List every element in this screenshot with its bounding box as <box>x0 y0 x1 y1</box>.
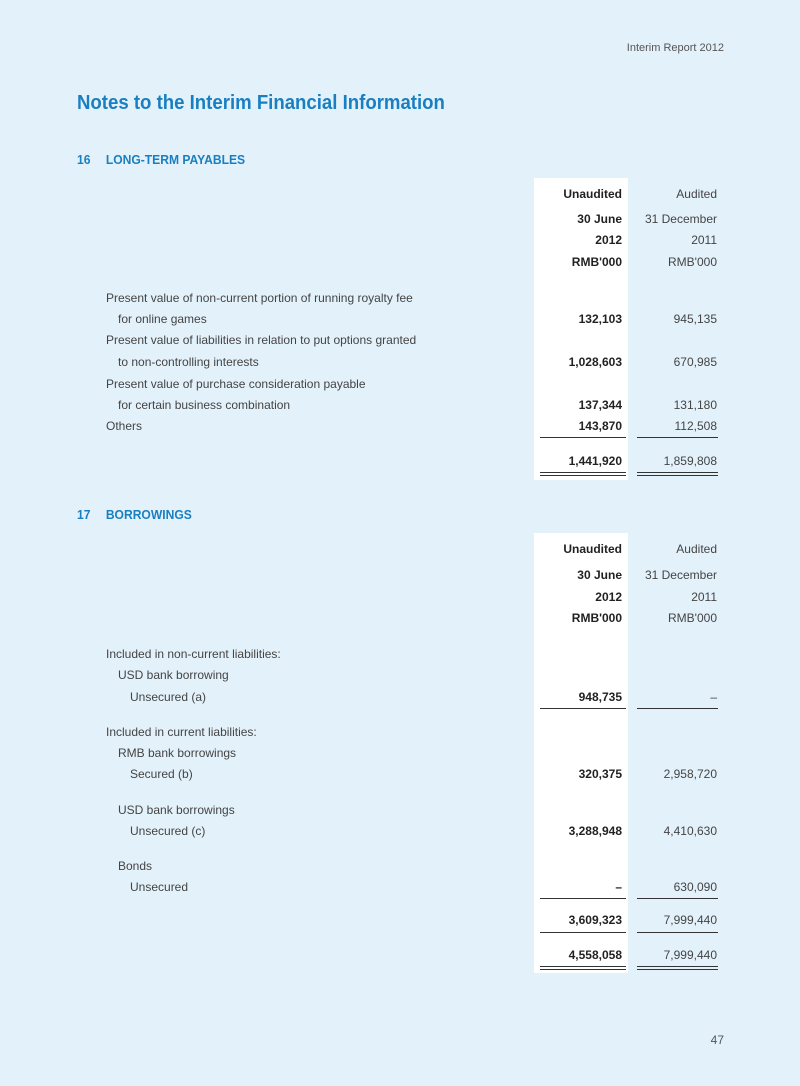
total-value-2012: 4,558,058 <box>568 948 622 962</box>
col1-header-unit: RMB'000 <box>571 255 622 269</box>
row-value-2012: 132,103 <box>578 312 622 326</box>
row-value-2011: 670,985 <box>673 355 717 369</box>
row-label: Present value of liabilities in relation to put options granted <box>106 333 417 347</box>
page-title: Notes to the Interim Financial Information <box>77 92 445 114</box>
subtotal-rule <box>540 898 626 899</box>
table-row <box>0 665 800 685</box>
table-row <box>0 395 800 415</box>
total-double-rule <box>540 472 626 476</box>
col1-header-year: 2012 <box>595 233 622 247</box>
section-17-heading <box>77 507 192 522</box>
row-label: Unsecured (a) <box>130 690 207 704</box>
col2-header-year: 2011 <box>691 590 717 604</box>
row-value-2011: 131,180 <box>673 398 717 412</box>
row-label: RMB bank borrowings <box>118 746 237 760</box>
subtotal-rule <box>540 437 626 438</box>
page-header: Interim Report 2012 <box>626 42 724 54</box>
col2-header-unit: RMB'000 <box>668 611 717 625</box>
column-header-row <box>0 608 800 628</box>
total-double-rule <box>637 966 718 970</box>
subtotal-rule <box>540 932 626 933</box>
subtotal-value-2011: 7,999,440 <box>663 913 717 927</box>
row-value-2012: 3,288,948 <box>568 824 622 838</box>
col1-header-year: 2012 <box>595 590 622 604</box>
section-17-title: BORROWINGS <box>105 507 192 522</box>
table-row <box>0 352 800 372</box>
column-header-row <box>0 587 800 607</box>
row-label: Unsecured <box>130 880 189 894</box>
col1-header-date: 30 June <box>577 568 622 582</box>
row-value-2011: 2,958,720 <box>663 767 717 781</box>
row-label: for certain business combination <box>118 398 291 412</box>
column-header-row <box>0 565 800 585</box>
table-row <box>0 743 800 763</box>
col2-header-status: Audited <box>676 542 717 556</box>
subtotal-value-2012: 3,609,323 <box>568 913 622 927</box>
col1-header-unit: RMB'000 <box>571 611 622 625</box>
row-label: Included in current liabilities: <box>106 725 257 739</box>
col2-header-unit: RMB'000 <box>668 255 717 269</box>
row-value-2011: – <box>710 690 717 704</box>
col2-header-date: 31 December <box>644 212 717 226</box>
total-double-rule <box>540 966 626 970</box>
total-value-2011: 1,859,808 <box>663 454 717 468</box>
total-value-2012: 1,441,920 <box>568 454 622 468</box>
section-17-number: 17 <box>77 507 91 522</box>
column-header-row <box>0 209 800 229</box>
col1-header-status: Unaudited <box>563 542 622 556</box>
table-row <box>0 764 800 784</box>
total-row <box>0 945 800 965</box>
row-label: Present value of purchase consideration payable <box>106 377 366 391</box>
section-16-number: 16 <box>77 152 91 167</box>
table-row <box>0 687 800 707</box>
table-row <box>0 877 800 897</box>
table-row <box>0 856 800 876</box>
row-label: Others <box>106 419 143 433</box>
table-row <box>0 644 800 664</box>
row-label: Unsecured (c) <box>130 824 206 838</box>
table-row <box>0 309 800 329</box>
row-label: for online games <box>118 312 207 326</box>
table-row <box>0 374 800 394</box>
table-row <box>0 800 800 820</box>
row-value-2012: – <box>615 880 622 894</box>
row-label: Secured (b) <box>130 767 193 781</box>
row-label: USD bank borrowings <box>118 803 235 817</box>
subtotal-rule <box>637 898 718 899</box>
section-16-heading <box>77 152 245 167</box>
table-row <box>0 722 800 742</box>
col2-header-year: 2011 <box>691 233 717 247</box>
col1-header-status: Unaudited <box>563 187 622 201</box>
row-label: to non-controlling interests <box>118 355 259 369</box>
section-16-title: LONG-TERM PAYABLES <box>105 152 246 167</box>
row-value-2011: 945,135 <box>673 312 717 326</box>
col1-header-date: 30 June <box>577 212 622 226</box>
row-label: Present value of non-current portion of running royalty fee <box>106 291 413 305</box>
column-header-row <box>0 539 800 559</box>
total-row <box>0 451 800 471</box>
row-value-2011: 630,090 <box>673 880 717 894</box>
subtotal-rule <box>637 708 718 709</box>
total-value-2011: 7,999,440 <box>663 948 717 962</box>
col2-header-date: 31 December <box>644 568 717 582</box>
row-value-2012: 1,028,603 <box>568 355 622 369</box>
table-row <box>0 330 800 350</box>
table-row <box>0 288 800 308</box>
row-value-2012: 137,344 <box>578 398 622 412</box>
row-label: USD bank borrowing <box>118 668 229 682</box>
table-row <box>0 416 800 436</box>
subtotal-rule <box>540 708 626 709</box>
subtotal-rule <box>637 437 718 438</box>
subtotal-rule <box>637 932 718 933</box>
col2-header-status: Audited <box>676 187 717 201</box>
row-value-2012: 948,735 <box>578 690 622 704</box>
subtotal-row <box>0 910 800 930</box>
table-row <box>0 821 800 841</box>
row-value-2011: 4,410,630 <box>663 824 717 838</box>
row-label: Bonds <box>118 859 153 873</box>
total-double-rule <box>637 472 718 476</box>
column-header-row <box>0 252 800 272</box>
column-header-row <box>0 184 800 204</box>
row-value-2012: 320,375 <box>578 767 622 781</box>
column-header-row <box>0 230 800 250</box>
row-value-2012: 143,870 <box>578 419 622 433</box>
row-value-2011: 112,508 <box>674 419 717 433</box>
page-number: 47 <box>710 1033 724 1047</box>
row-label: Included in non-current liabilities: <box>106 647 281 661</box>
